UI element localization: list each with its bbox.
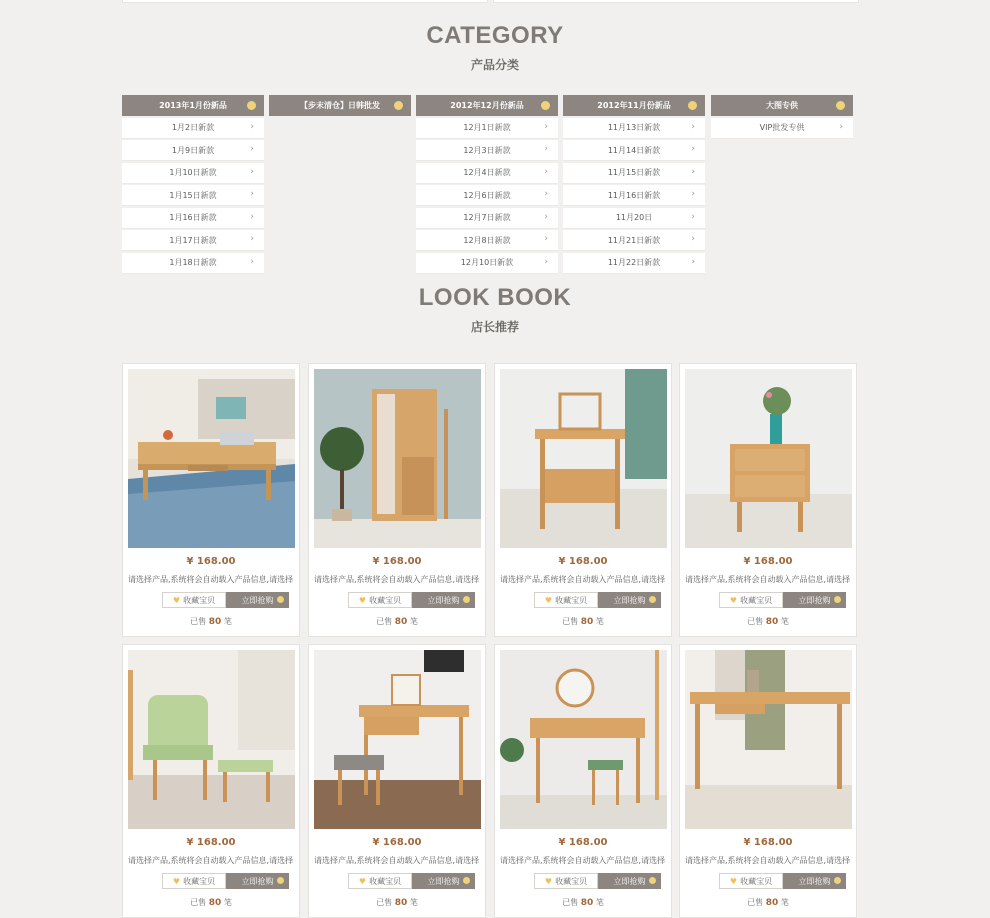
product-desc: 请选择产品,系统将会自动载入产品信息,请选择 (500, 856, 666, 865)
product-price: ¥ 168.00 (186, 556, 236, 567)
sold-count: 已售 80 笔 (376, 898, 418, 908)
chevron-right-icon: › (250, 256, 254, 267)
dot-icon (834, 877, 841, 884)
vanity-desk-image (314, 650, 481, 829)
product-image[interactable] (500, 650, 667, 829)
sold-count: 已售 80 笔 (562, 898, 604, 908)
product-card (122, 363, 300, 637)
product-desc: 请选择产品,系统将会自动载入产品信息,请选择 (314, 856, 480, 865)
chevron-right-icon: › (691, 121, 695, 132)
heart-icon: ♥ (544, 595, 553, 605)
buy-now-button[interactable]: 立即抢购 (598, 873, 661, 889)
product-desc: 请选择产品,系统将会自动载入产品信息,请选择 (314, 575, 480, 584)
top-panel-left (122, 0, 488, 3)
favorite-button[interactable]: ♥ 收藏宝贝 (534, 873, 598, 889)
product-actions (348, 873, 475, 889)
dot-icon (836, 101, 845, 110)
category-column-3 (416, 95, 558, 274)
sold-count: 已售 80 笔 (190, 898, 232, 908)
product-card (679, 644, 857, 918)
category-item[interactable]: 12月6日新款 › (416, 185, 558, 206)
product-actions (719, 873, 846, 889)
product-card (494, 644, 672, 918)
chevron-right-icon: › (544, 189, 548, 199)
side-table-image (500, 369, 667, 548)
product-price: ¥ 168.00 (372, 837, 422, 848)
category-item[interactable]: 1月9日新款 › (122, 140, 264, 161)
chevron-right-icon: › (544, 144, 548, 154)
product-card (679, 363, 857, 637)
chevron-right-icon: › (691, 211, 695, 222)
dot-icon (649, 596, 656, 603)
lookbook-title: LOOK BOOK (418, 284, 572, 311)
heart-icon: ♥ (172, 876, 181, 886)
buy-now-button[interactable]: 立即抢购 (412, 873, 475, 889)
product-price: ¥ 168.00 (743, 556, 793, 567)
product-image[interactable] (500, 369, 667, 548)
category-header[interactable]: 大图专供 (711, 95, 853, 116)
chevron-right-icon: › (839, 121, 843, 132)
buy-now-button[interactable]: 立即抢购 (783, 873, 846, 889)
favorite-button[interactable]: ♥ 收藏宝贝 (162, 592, 226, 608)
product-price: ¥ 168.00 (743, 837, 793, 848)
buy-now-button[interactable]: 立即抢购 (783, 592, 846, 608)
category-item[interactable]: 1月18日新款 › (122, 253, 264, 274)
category-item[interactable]: 1月2日新款 › (122, 118, 264, 139)
armchair-image (128, 650, 295, 829)
product-actions (534, 873, 661, 889)
category-header[interactable]: 2012年11月份新品 (563, 95, 705, 116)
dot-icon (649, 877, 656, 884)
favorite-button[interactable]: ♥ 收藏宝贝 (348, 873, 412, 889)
dressing-table-image (500, 650, 667, 829)
dot-icon (247, 101, 256, 110)
product-card (122, 644, 300, 918)
product-image[interactable] (128, 650, 295, 829)
dot-icon (463, 877, 470, 884)
category-item[interactable]: 1月16日新款 › (122, 208, 264, 229)
category-item[interactable]: 11月16日新款 › (563, 185, 705, 206)
category-item[interactable]: 12月7日新款 › (416, 208, 558, 229)
product-card (308, 363, 486, 637)
category-item[interactable]: 1月17日新款 › (122, 230, 264, 251)
category-item[interactable]: 11月20日 › (563, 208, 705, 229)
product-desc: 请选择产品,系统将会自动载入产品信息,请选择 (128, 856, 294, 865)
category-item[interactable]: 11月15日新款 › (563, 163, 705, 184)
favorite-button[interactable]: ♥ 收藏宝贝 (719, 592, 783, 608)
chevron-right-icon: › (691, 144, 695, 154)
category-header[interactable]: 【步末清仓】日韩批发 (269, 95, 411, 116)
category-item[interactable]: 1月15日新款 › (122, 185, 264, 206)
chevron-right-icon: › (250, 234, 254, 244)
category-header[interactable]: 2013年1月份新品 (122, 95, 264, 116)
heart-icon: ♥ (172, 595, 181, 605)
category-column-1 (122, 95, 264, 274)
category-column-5 (711, 95, 853, 139)
product-image[interactable] (685, 369, 852, 548)
product-actions (162, 592, 289, 608)
dot-icon (688, 101, 697, 110)
category-title: CATEGORY (426, 22, 564, 49)
sold-count: 已售 80 笔 (190, 617, 232, 627)
top-divider (122, 0, 857, 2)
dot-icon (463, 596, 470, 603)
nightstand-image (685, 369, 852, 548)
category-item[interactable]: VIP批发专供 › (711, 118, 853, 139)
category-item[interactable]: 12月3日新款 › (416, 140, 558, 161)
product-desc: 请选择产品,系统将会自动载入产品信息,请选择 (685, 575, 851, 584)
product-actions (162, 873, 289, 889)
category-column-4 (563, 95, 705, 274)
category-item[interactable]: 11月13日新款 › (563, 118, 705, 139)
category-item[interactable]: 1月10日新款 › (122, 163, 264, 184)
dot-icon (277, 877, 284, 884)
product-image[interactable] (314, 650, 481, 829)
category-item[interactable]: 12月8日新款 › (416, 230, 558, 251)
category-item[interactable]: 12月4日新款 › (416, 163, 558, 184)
heart-icon: ♥ (358, 876, 367, 886)
category-item[interactable]: 12月10日新款 › (416, 253, 558, 274)
chevron-right-icon: › (544, 211, 548, 222)
chevron-right-icon: › (691, 166, 695, 177)
category-header[interactable]: 2012年12月份新品 (416, 95, 558, 116)
top-panel-right (493, 0, 859, 3)
buy-now-button[interactable]: 立即抢购 (226, 592, 289, 608)
favorite-button[interactable]: ♥ 收藏宝贝 (534, 592, 598, 608)
buy-now-button[interactable]: 立即抢购 (412, 592, 475, 608)
dot-icon (277, 596, 284, 603)
dot-icon (541, 101, 550, 110)
chevron-right-icon: › (250, 121, 254, 132)
product-actions (719, 592, 846, 608)
favorite-button[interactable]: ♥ 收藏宝贝 (719, 873, 783, 889)
product-image[interactable] (128, 369, 295, 548)
product-price: ¥ 168.00 (186, 837, 236, 848)
chevron-right-icon: › (691, 256, 695, 267)
sold-count: 已售 80 笔 (376, 617, 418, 627)
product-price: ¥ 168.00 (558, 837, 608, 848)
lookbook-subtitle: 店长推荐 (470, 320, 519, 334)
heart-icon: ♥ (544, 876, 553, 886)
category-item[interactable]: 12月1日新款 › (416, 118, 558, 139)
coffee-table-image (128, 369, 295, 548)
chevron-right-icon: › (544, 166, 548, 177)
product-desc: 请选择产品,系统将会自动载入产品信息,请选择 (500, 575, 666, 584)
product-card (494, 363, 672, 637)
chevron-right-icon: › (691, 189, 695, 199)
product-image[interactable] (685, 650, 852, 829)
favorite-button[interactable]: ♥ 收藏宝贝 (162, 873, 226, 889)
dot-icon (834, 596, 841, 603)
product-desc: 请选择产品,系统将会自动载入产品信息,请选择 (128, 575, 294, 584)
heart-icon: ♥ (358, 595, 367, 605)
heart-icon: ♥ (729, 595, 738, 605)
category-item[interactable]: 11月14日新款 › (563, 140, 705, 161)
product-price: ¥ 168.00 (558, 556, 608, 567)
buy-now-button[interactable]: 立即抢购 (598, 592, 661, 608)
writing-desk-image (685, 650, 852, 829)
chevron-right-icon: › (691, 234, 695, 244)
chevron-right-icon: › (250, 144, 254, 154)
sold-count: 已售 80 笔 (562, 617, 604, 627)
sold-count: 已售 80 笔 (747, 898, 789, 908)
category-subtitle: 产品分类 (470, 58, 519, 72)
product-card (308, 644, 486, 918)
chevron-right-icon: › (544, 256, 548, 267)
chevron-right-icon: › (250, 166, 254, 177)
heart-icon: ♥ (729, 876, 738, 886)
chevron-right-icon: › (544, 121, 548, 132)
product-actions (534, 592, 661, 608)
buy-now-button[interactable]: 立即抢购 (226, 873, 289, 889)
chevron-right-icon: › (250, 189, 254, 199)
chevron-right-icon: › (250, 211, 254, 222)
wardrobe-image (314, 369, 481, 548)
product-actions (348, 592, 475, 608)
category-column-2 (269, 95, 411, 116)
sold-count: 已售 80 笔 (747, 617, 789, 627)
dot-icon (394, 101, 403, 110)
favorite-button[interactable]: ♥ 收藏宝贝 (348, 592, 412, 608)
category-item[interactable]: 11月21日新款 › (563, 230, 705, 251)
product-price: ¥ 168.00 (372, 556, 422, 567)
product-desc: 请选择产品,系统将会自动载入产品信息,请选择 (685, 856, 851, 865)
chevron-right-icon: › (544, 234, 548, 244)
product-image[interactable] (314, 369, 481, 548)
category-item[interactable]: 11月22日新款 › (563, 253, 705, 274)
